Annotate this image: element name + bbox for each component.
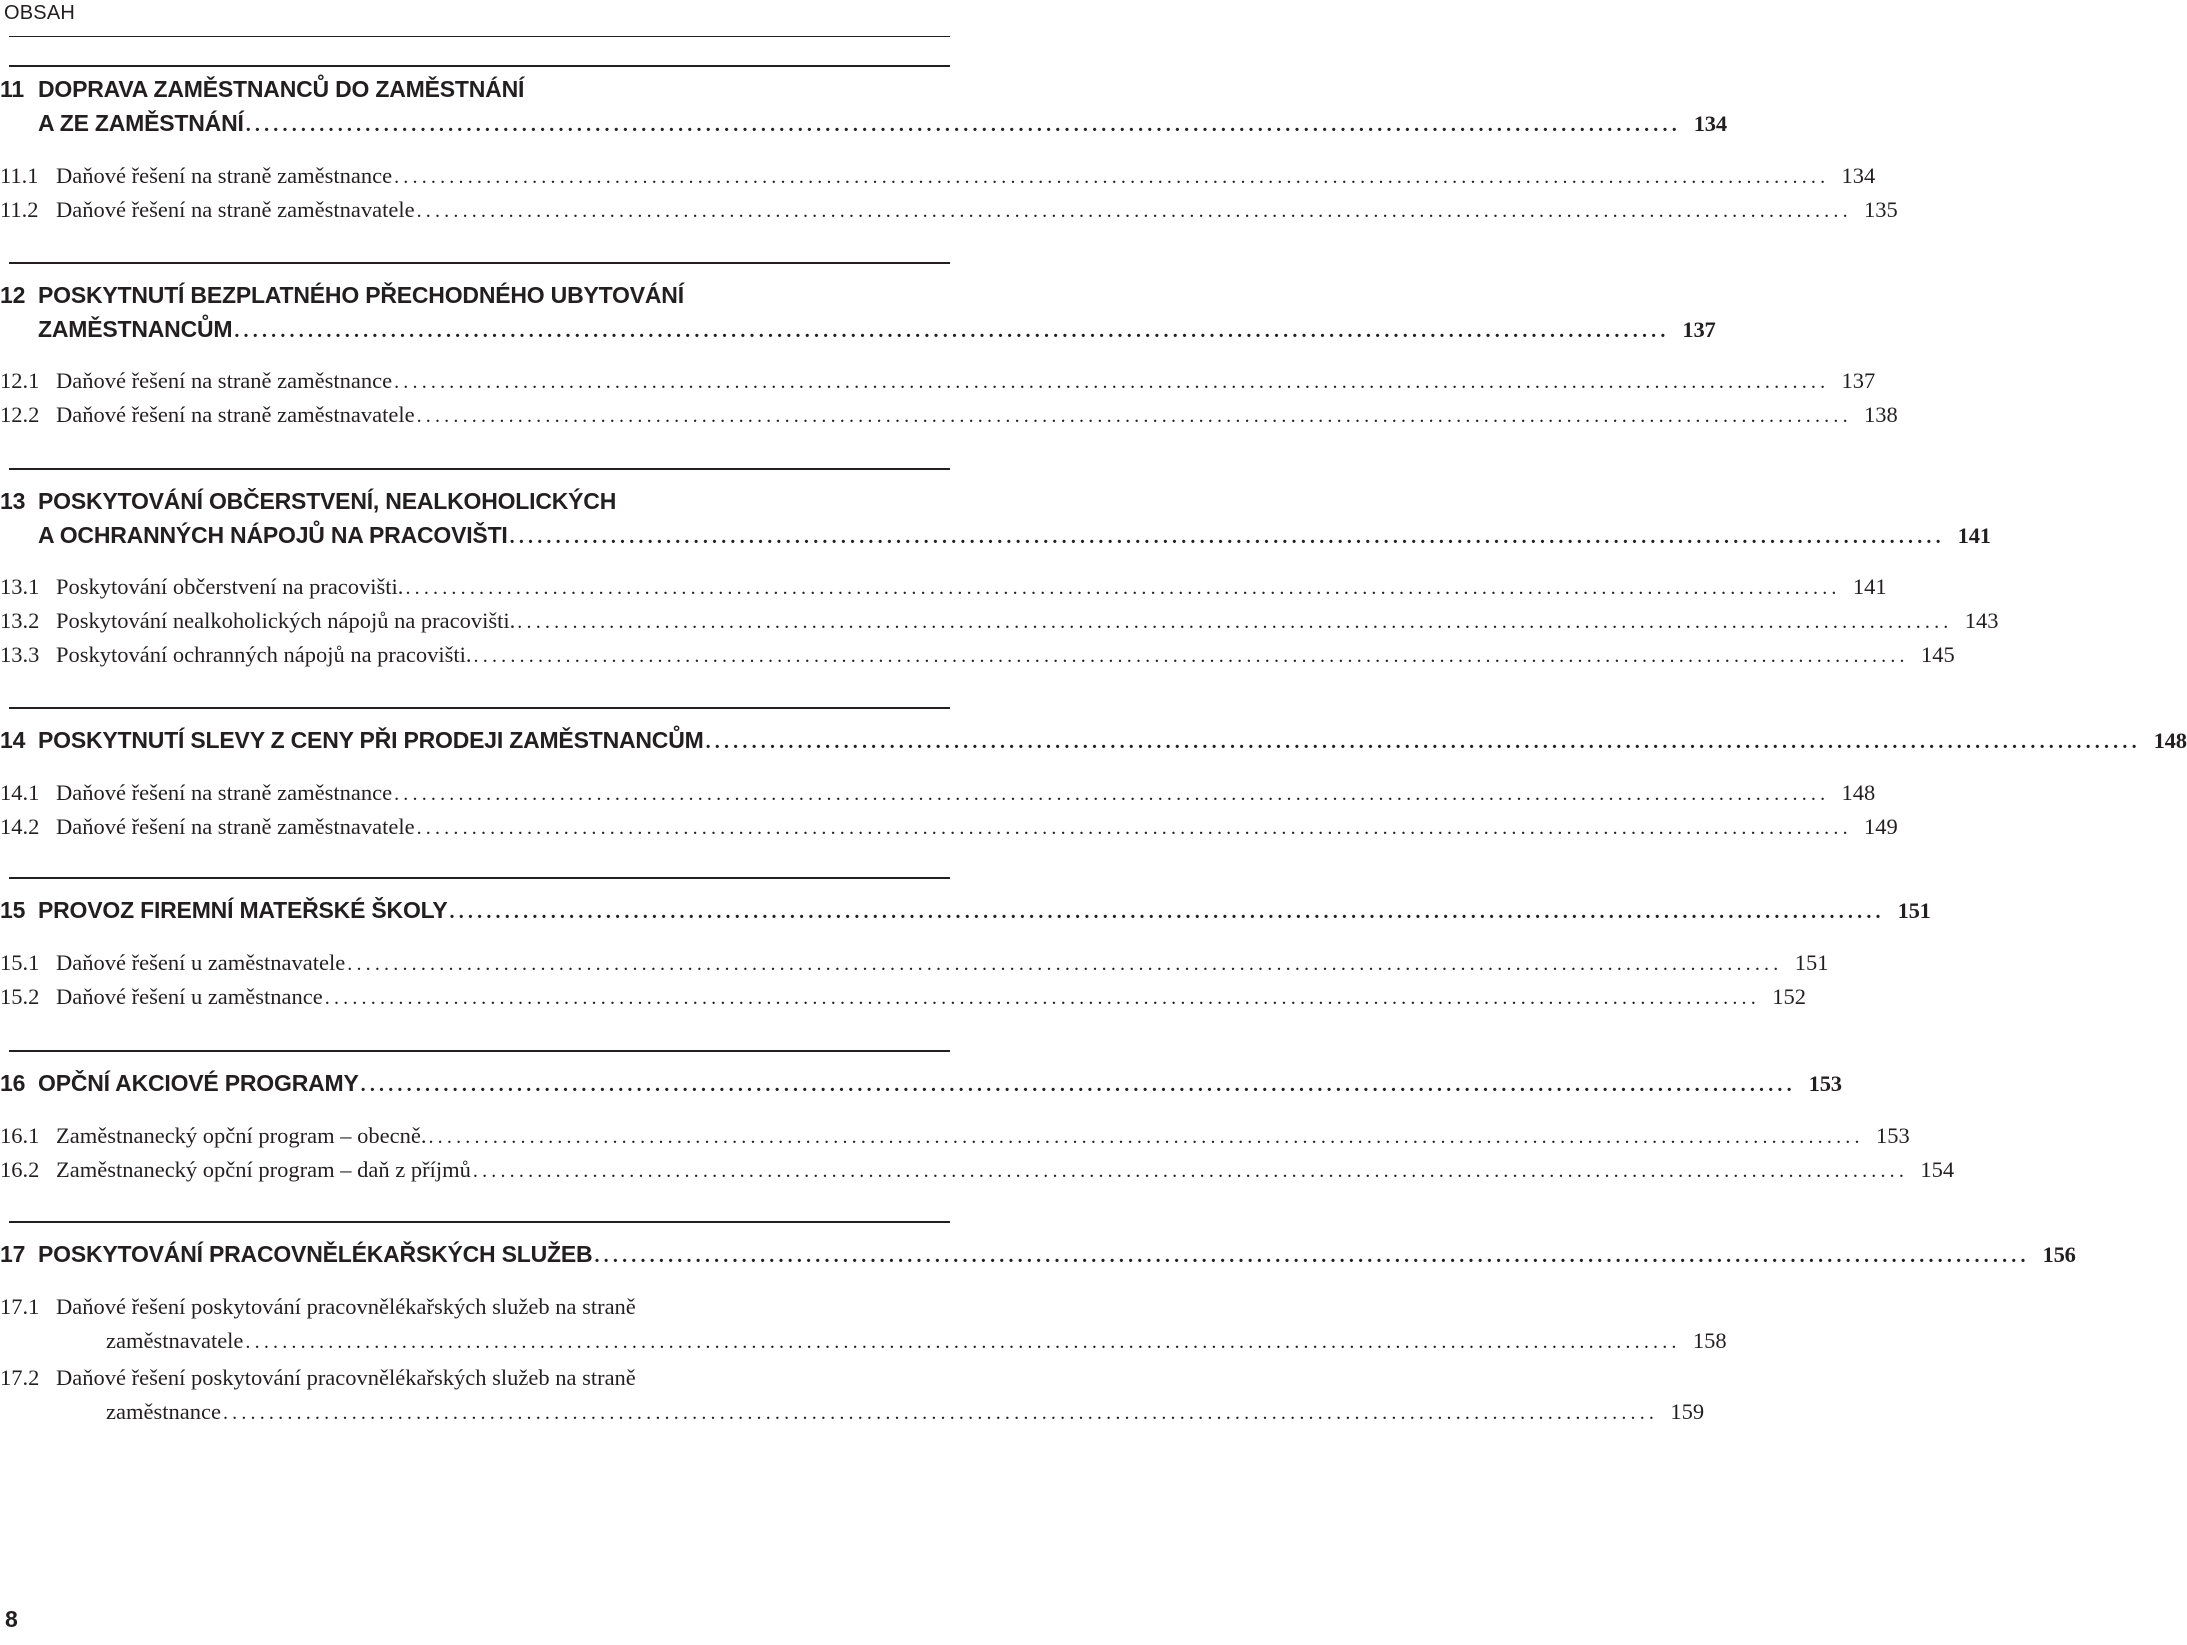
- toc-entry-section[interactable]: [0, 984, 1806, 1010]
- page-number: 158: [1692, 1328, 1727, 1353]
- toc-entry-chapter-17[interactable]: [0, 1241, 2076, 1268]
- section-title: Daňové řešení na straně zaměstnance: [56, 163, 393, 188]
- page-number: 134: [1693, 111, 1727, 136]
- dot-leader: ............................................................................................................................................................: [416, 817, 1852, 839]
- page-number: 159: [1670, 1399, 1705, 1424]
- section-title: Daňové řešení u zaměstnavatele: [56, 950, 346, 975]
- section-title: Zaměstnanecký opční program – daň z příjmů: [56, 1157, 471, 1182]
- chapter-heading[interactable]: [0, 76, 948, 103]
- dot-leader: ............................................................................................................................................................: [473, 645, 1909, 667]
- toc-entry-chapter-14[interactable]: [0, 727, 2187, 754]
- dot-leader: ............................................................................................................................................................: [594, 1245, 2030, 1267]
- section-number: 12.2: [0, 402, 40, 427]
- section-title: Poskytování občerstvení na pracovišti.: [56, 574, 404, 599]
- toc-entry-section[interactable]: [0, 1157, 1955, 1183]
- page-number: 145: [1921, 642, 1955, 667]
- section-title: Daňové řešení u zaměstnance: [56, 984, 323, 1009]
- page-number: 149: [1864, 814, 1898, 839]
- running-head: OBSAH: [4, 2, 76, 24]
- section-title-continued: zaměstnavatele: [106, 1328, 244, 1353]
- chapter-rule: [9, 1221, 950, 1223]
- section-title: Daňové řešení na straně zaměstnavatele: [56, 402, 415, 427]
- toc-entry-section[interactable]: [0, 574, 1887, 600]
- section-number: 13.3: [0, 642, 40, 667]
- toc-entry-section-continued[interactable]: [106, 1328, 1727, 1354]
- chapter-title: POSKYTNUTÍ BEZPLATNÉHO PŘECHODNÉHO UBYTOVÁNÍ: [38, 282, 684, 308]
- chapter-title: PROVOZ FIREMNÍ MATEŘSKÉ ŠKOLY: [38, 897, 448, 923]
- toc-entry-chapter-15[interactable]: [0, 897, 1931, 924]
- section-number: 15.1: [0, 950, 40, 975]
- section-number: 13.1: [0, 574, 40, 599]
- toc-entry-section[interactable]: [0, 780, 1876, 806]
- dot-leader: ............................................................................................................................................................: [416, 200, 1852, 222]
- page-number: 156: [2042, 1242, 2076, 1267]
- chapter-title: POSKYTNUTÍ SLEVY Z CENY PŘI PRODEJI ZAMĚSTNANCŮM: [38, 727, 704, 753]
- header-rule: [9, 36, 950, 37]
- toc-entry-chapter-11[interactable]: [38, 110, 1727, 137]
- page-number: 143: [1964, 608, 1999, 633]
- toc-entry-chapter-12[interactable]: [38, 316, 1716, 343]
- chapter-title-continued: A ZE ZAMĚSTNÁNÍ: [38, 110, 244, 136]
- toc-entry-section[interactable]: [0, 1123, 1910, 1149]
- toc-entry-section[interactable]: [0, 368, 1876, 394]
- section-title: Daňové řešení poskytování pracovnělékařských služeb na straně: [56, 1365, 636, 1390]
- chapter-rule: [9, 877, 950, 879]
- section-number: 17.2: [0, 1365, 40, 1390]
- chapter-rule: [9, 707, 950, 709]
- section-title: Daňové řešení na straně zaměstnance: [56, 368, 393, 393]
- page-number: 141: [1957, 523, 1991, 548]
- section-title: Daňové řešení na straně zaměstnavatele: [56, 197, 415, 222]
- dot-leader: ............................................................................................................................................................: [405, 577, 1841, 599]
- dot-leader: ............................................................................................................................................................: [347, 953, 1783, 975]
- chapter-title-continued: ZAMĚSTNANCŮM: [38, 316, 233, 342]
- chapter-heading[interactable]: [0, 282, 948, 309]
- chapter-number: 14: [0, 727, 26, 753]
- dot-leader: ............................................................................................................................................................: [245, 114, 1681, 136]
- dot-leader: ............................................................................................................................................................: [472, 1160, 1909, 1182]
- page-number: 138: [1864, 402, 1898, 427]
- page-number: 154: [1920, 1157, 1955, 1182]
- chapter-number: 11: [0, 76, 24, 102]
- chapter-title-continued: A OCHRANNÝCH NÁPOJŮ NA PRACOVIŠTI: [38, 522, 508, 548]
- dot-leader: ............................................................................................................................................................: [245, 1331, 1681, 1353]
- page-number: 148: [2153, 728, 2187, 753]
- toc-entry-section[interactable]: [0, 608, 1999, 634]
- section-title: Daňové řešení na straně zaměstnance: [56, 780, 393, 805]
- toc-entry-section[interactable]: [0, 163, 1876, 189]
- chapter-number: 16: [0, 1070, 26, 1096]
- section-number: 16.2: [0, 1157, 40, 1182]
- section-number: 11.2: [0, 197, 39, 222]
- dot-leader: ............................................................................................................................................................: [517, 611, 1953, 633]
- chapter-rule: [9, 65, 950, 67]
- chapter-number: 15: [0, 897, 26, 923]
- folio-page-number: 8: [5, 1606, 18, 1632]
- dot-leader: ............................................................................................................................................................: [234, 320, 1670, 342]
- toc-entry-section[interactable]: [0, 950, 1829, 976]
- section-number: 15.2: [0, 984, 40, 1009]
- section-title-continued: zaměstnance: [106, 1399, 221, 1424]
- section-title: Daňové řešení poskytování pracovnělékařských služeb na straně: [56, 1294, 636, 1319]
- chapter-rule: [9, 468, 950, 470]
- page-number: 135: [1864, 197, 1898, 222]
- section-title: Poskytování nealkoholických nápojů na pracovišti.: [56, 608, 516, 633]
- section-number: 13.2: [0, 608, 40, 633]
- page-number: 137: [1841, 368, 1876, 393]
- chapter-rule: [9, 1050, 950, 1052]
- toc-entry-section-continued[interactable]: [106, 1399, 1705, 1425]
- chapter-title: DOPRAVA ZAMĚSTNANCŮ DO ZAMĚSTNÁNÍ: [38, 76, 525, 102]
- dot-leader: ............................................................................................................................................................: [394, 371, 1830, 393]
- page-number: 134: [1841, 163, 1876, 188]
- section-title: Daňové řešení na straně zaměstnavatele: [56, 814, 415, 839]
- page-number: 148: [1841, 780, 1876, 805]
- section-number: 14.2: [0, 814, 40, 839]
- toc-entry-section[interactable]: [0, 642, 1955, 668]
- dot-leader: ............................................................................................................................................................: [394, 166, 1830, 188]
- page-number: 153: [1875, 1123, 1910, 1148]
- section-number: 17.1: [0, 1294, 40, 1319]
- toc-entry-section[interactable]: [0, 1294, 948, 1320]
- dot-leader: ............................................................................................................................................................: [222, 1402, 1659, 1424]
- section-number: 16.1: [0, 1123, 40, 1148]
- page-number: 152: [1772, 984, 1806, 1009]
- section-number: 11.1: [0, 163, 39, 188]
- toc-entry-section[interactable]: [0, 197, 1898, 223]
- chapter-heading[interactable]: [0, 488, 948, 515]
- toc-entry-chapter-16[interactable]: [0, 1070, 1842, 1097]
- toc-entry-section[interactable]: [0, 1365, 948, 1391]
- dot-leader: ............................................................................................................................................................: [360, 1074, 1796, 1096]
- page-number: 151: [1897, 898, 1931, 923]
- chapter-title: OPČNÍ AKCIOVÉ PROGRAMY: [38, 1070, 359, 1096]
- page-number: 151: [1794, 950, 1829, 975]
- page-number: 141: [1852, 574, 1887, 599]
- chapter-rule: [9, 262, 950, 264]
- chapter-title: POSKYTOVÁNÍ OBČERSTVENÍ, NEALKOHOLICKÝCH: [38, 488, 617, 514]
- dot-leader: ............................................................................................................................................................: [509, 526, 1945, 548]
- toc-entry-section[interactable]: [0, 402, 1898, 428]
- toc-entry-chapter-13[interactable]: [38, 522, 1991, 549]
- page-number: 153: [1808, 1071, 1842, 1096]
- dot-leader: ............................................................................................................................................................: [705, 731, 2141, 753]
- dot-leader: ............................................................................................................................................................: [394, 783, 1830, 805]
- toc-entry-section[interactable]: [0, 814, 1898, 840]
- chapter-number: 12: [0, 282, 26, 308]
- dot-leader: ............................................................................................................................................................: [416, 405, 1852, 427]
- section-number: 14.1: [0, 780, 40, 805]
- section-title: Zaměstnanecký opční program – obecně.: [56, 1123, 427, 1148]
- dot-leader: ............................................................................................................................................................: [449, 901, 1885, 923]
- section-title: Poskytování ochranných nápojů na pracovišti.: [56, 642, 472, 667]
- chapter-number: 17: [0, 1241, 26, 1267]
- dot-leader: ............................................................................................................................................................: [428, 1126, 1864, 1148]
- chapter-title: POSKYTOVÁNÍ PRACOVNĚLÉKAŘSKÝCH SLUŽEB: [38, 1241, 593, 1267]
- chapter-number: 13: [0, 488, 26, 514]
- section-number: 12.1: [0, 368, 40, 393]
- dot-leader: ............................................................................................................................................................: [324, 987, 1760, 1009]
- page-number: 137: [1682, 317, 1716, 342]
